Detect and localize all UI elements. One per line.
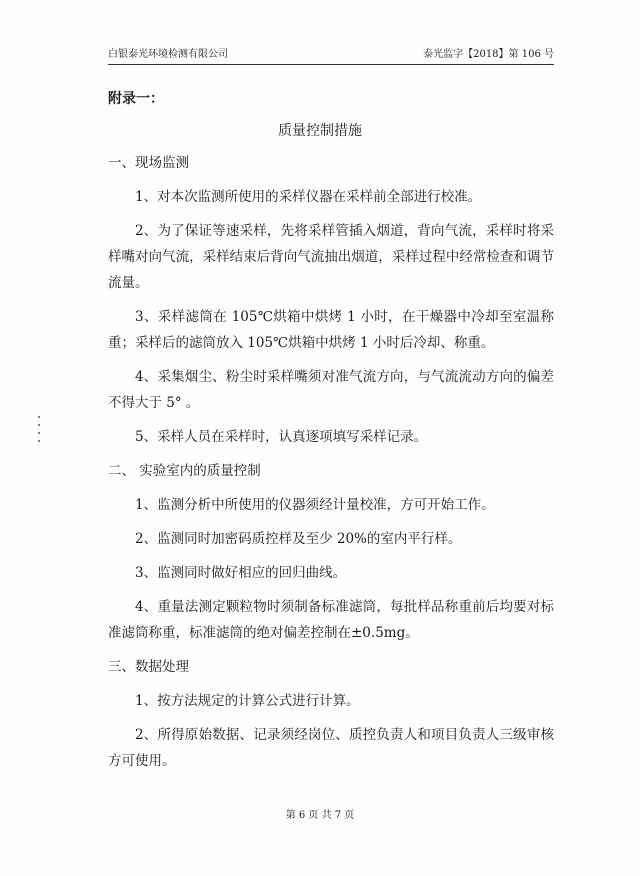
list-item: 2、监测同时加密码质控样及至少 20%的室内平行样。	[135, 531, 462, 547]
list-item: 1、监测分析中所使用的仪器须经计量校准，方可开始工作。	[135, 497, 495, 513]
scan-mark	[38, 440, 40, 442]
list-item: 3、采样滤筒在 105℃烘箱中烘烤 1 小时，在干燥器中冷却至室温称重；采样后的滤筒放入 105℃烘箱中烘烤 1 小时后冷却、称重。	[108, 309, 554, 351]
page-footer: 第 6 页 共 7 页	[285, 810, 355, 821]
list-item: 4、重量法测定颗粒物时须制备标准滤筒，每批样品称重前后均要对标准滤筒称重，标准滤筒的绝对偏差控制在±0.5mg。	[108, 599, 554, 641]
company-name: 白银泰光环境检测有限公司	[108, 49, 228, 60]
list-item: 5、采样人员在采样时，认真逐项填写采样记录。	[135, 429, 428, 445]
section-heading: 三、数据处理	[108, 659, 189, 675]
list-item: 2、为了保证等速采样，先将采样管插入烟道，背向气流，采样时将采样嘴对向气流，采样结束后背向气流抽出烟道，采样过程中经常检查和调节流量。	[108, 223, 554, 291]
list-item: 1、对本次监测所使用的采样仪器在采样前全部进行校准。	[135, 189, 482, 205]
list-item: 3、监测同时做好相应的回归曲线。	[135, 565, 347, 581]
list-item: 2、所得原始数据、记录须经岗位、质控负责人和项目负责人三级审核方可使用。	[108, 727, 554, 769]
page-title: 质量控制措施	[278, 123, 362, 139]
section-heading: 一、现场监测	[108, 155, 189, 171]
list-item: 1、按方法规定的计算公式进行计算。	[135, 693, 360, 709]
appendix-label: 附录一：	[108, 91, 164, 107]
document-number: 泰光监字【2018】第 106 号	[423, 49, 554, 60]
scan-mark	[38, 432, 40, 434]
document-body	[108, 150, 554, 782]
section-heading: 二、 实验室内的质量控制	[108, 463, 261, 479]
scan-mark	[38, 424, 40, 426]
scan-mark	[38, 416, 40, 418]
list-item: 4、采集烟尘、粉尘时采样嘴须对准气流方向，与气流流动方向的偏差不得大于 5° 。	[108, 369, 554, 411]
page-header	[108, 46, 554, 65]
